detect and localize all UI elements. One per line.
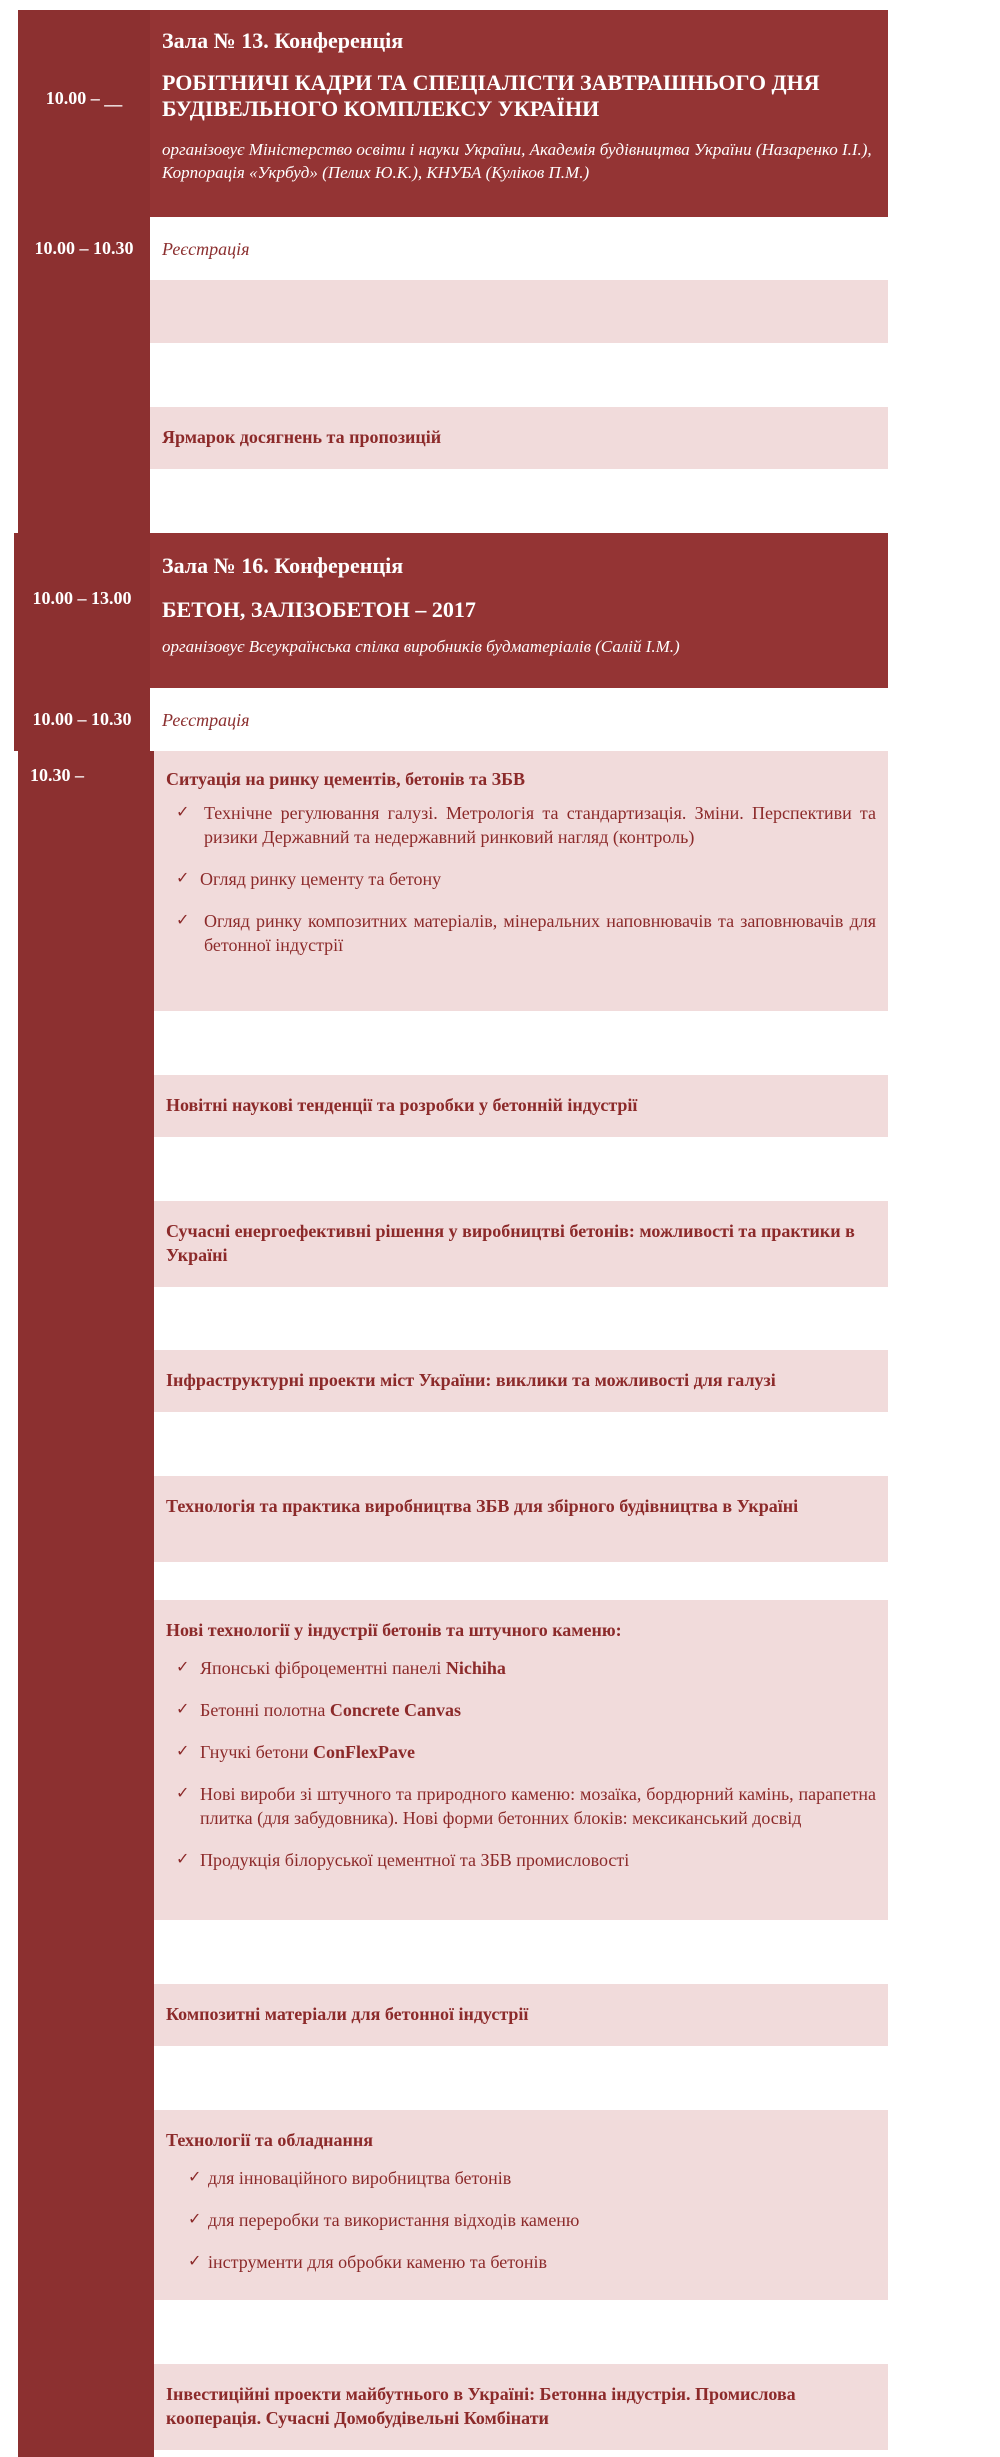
check-mark-icon: ✓ — [176, 870, 190, 887]
hall13-title: Зала № 13. Конференція — [162, 28, 404, 53]
session-title: Інвестиційні проекти майбутнього в Україні: Бетонна індустрія. Промислова кооперація. Сучасні Домобудівельні Комбінати — [166, 2384, 796, 2428]
time-cell-hall16-sessions — [18, 751, 154, 2457]
check-mark-icon: ✓ — [176, 1743, 190, 1760]
bullet-item — [166, 1698, 876, 1722]
bullet-item — [166, 1848, 876, 1872]
session-bullets — [166, 801, 876, 957]
session-title: Нові технології у індустрії бетонів та штучного каменю: — [166, 1620, 622, 1640]
check-mark-icon: ✓ — [188, 2253, 202, 2270]
session-title: Ситуація на ринку цементів, бетонів та ЗБВ — [166, 769, 526, 789]
check-mark-icon: ✓ — [176, 1785, 190, 1802]
bullet-brand: ConFlexPave — [312, 1742, 415, 1762]
time-cell-hall13-registration — [18, 217, 150, 280]
hall16-header — [150, 533, 888, 688]
bullet-text: Огляд ринку композитних матеріалів, мінеральних наповнювачів та заповнювачів для бетонної індустрії — [204, 911, 876, 955]
session-scientific-trends — [154, 1075, 888, 1137]
session-energy-efficient — [154, 1201, 888, 1287]
bullet-brand: Nichiha — [445, 1658, 506, 1678]
session-title: Технологія та практика виробництва ЗБВ для збірного будівництва в Україні — [166, 1496, 799, 1516]
time-cell-hall13 — [18, 10, 150, 217]
bullet-item — [166, 867, 876, 891]
bullet-item — [166, 1782, 876, 1830]
session-infrastructure — [154, 1350, 888, 1412]
bullet-text: інструменти для обробки каменю та бетонів — [208, 2252, 548, 2272]
bullet-brand: Concrete Canvas — [329, 1700, 462, 1720]
session-investment-projects — [154, 2364, 888, 2450]
session-title: Інфраструктурні проекти міст України: виклики та можливості для галузі — [166, 1370, 776, 1390]
bullet-item — [166, 1656, 876, 1680]
check-mark-icon: ✓ — [176, 912, 190, 929]
session-bullets — [166, 1656, 876, 1872]
hall16-title: Зала № 16. Конференція — [162, 553, 404, 578]
time-label-hall13-registration: 10.00 – 10.30 — [34, 238, 134, 258]
check-mark-icon: ✓ — [188, 2169, 202, 2186]
session-title: Технології та обладнання — [166, 2130, 374, 2150]
hall16-registration — [150, 688, 888, 751]
bullet-text: для переробки та використання відходів каменю — [208, 2210, 580, 2230]
session-title: Новітні наукові тенденції та розробки у бетонній індустрії — [166, 1095, 638, 1115]
bullet-text: Бетонні полотна — [200, 1700, 330, 1720]
check-mark-icon: ✓ — [188, 2211, 202, 2228]
check-mark-icon: ✓ — [176, 1851, 190, 1868]
hall16-subtitle: БЕТОН, ЗАЛІЗОБЕТОН – 2017 — [162, 597, 476, 622]
bullet-item — [166, 2250, 876, 2274]
time-cell-hall16-registration — [14, 688, 150, 751]
session-bullets — [166, 2166, 876, 2274]
hall13-header — [150, 10, 888, 217]
registration-label: Реєстрація — [162, 710, 250, 730]
fair-title: Ярмарок досягнень та пропозицій — [162, 427, 442, 447]
hall13-fair-row — [150, 407, 888, 469]
bullet-item — [166, 1740, 876, 1764]
bullet-text: Огляд ринку цементу та бетону — [200, 869, 442, 889]
check-mark-icon: ✓ — [176, 1659, 190, 1676]
session-composite-materials — [154, 1984, 888, 2046]
check-mark-icon: ✓ — [176, 804, 190, 821]
session-market-situation — [154, 751, 888, 1011]
bullet-text: Японські фіброцементні панелі — [200, 1658, 446, 1678]
session-title: Композитні матеріали для бетонної індустрії — [166, 2004, 529, 2024]
time-cell-hall13-empty — [18, 280, 150, 533]
time-label-hall16: 10.00 – 13.00 — [32, 588, 132, 608]
session-technologies-equipment — [154, 2110, 888, 2300]
bullet-text: Гнучкі бетони — [200, 1742, 313, 1762]
session-precast-technology — [154, 1476, 888, 1562]
session-title: Сучасні енергоефективні рішення у виробництві бетонів: можливості та практики в Україні — [166, 1221, 855, 1265]
check-mark-icon: ✓ — [176, 1701, 190, 1718]
bullet-item — [166, 801, 876, 849]
bullet-text: для інноваційного виробництва бетонів — [208, 2168, 512, 2188]
hall13-subtitle: РОБІТНИЧІ КАДРИ ТА СПЕЦІАЛІСТИ ЗАВТРАШНЬОГО ДНЯ БУДІВЕЛЬНОГО КОМПЛЕКСУ УКРАЇНИ — [162, 70, 820, 121]
time-label-hall13: 10.00 – __ — [45, 88, 123, 108]
bullet-text: Продукція білоруської цементної та ЗБВ промисловості — [200, 1850, 630, 1870]
bullet-text: Нові вироби зі штучного та природного каменю: мозаїка, бордюрний камінь, парапетна плитка (для забудовника). Нові форми бетонних блоків: мексиканський досвід — [200, 1784, 876, 1828]
time-label-hall16-start: 10.30 – — [30, 765, 84, 785]
registration-label: Реєстрація — [162, 239, 250, 259]
bullet-item — [166, 2166, 876, 2190]
session-new-technologies — [154, 1600, 888, 1920]
hall16-organizer: організовує Всеукраїнська спілка виробників будматеріалів (Салій І.М.) — [162, 637, 680, 656]
hall13-registration — [150, 217, 888, 280]
bullet-item — [166, 2208, 876, 2232]
time-label-hall16-registration: 10.00 – 10.30 — [32, 709, 132, 729]
hall13-empty-row — [150, 280, 888, 343]
hall13-organizer: організовує Міністерство освіти і науки України, Академія будівництва України (Назаренко І.І.), Корпорація «Укрбуд» (Пелих Ю.К.), КНУБА (Куліков П.М.) — [162, 140, 872, 182]
time-cell-hall16 — [14, 533, 150, 688]
bullet-text: Технічне регулювання галузі. Метрологія та стандартизація. Зміни. Перспективи та ризики Державний та недержавний ринковий нагляд (контроль) — [204, 803, 876, 847]
bullet-item — [166, 909, 876, 957]
